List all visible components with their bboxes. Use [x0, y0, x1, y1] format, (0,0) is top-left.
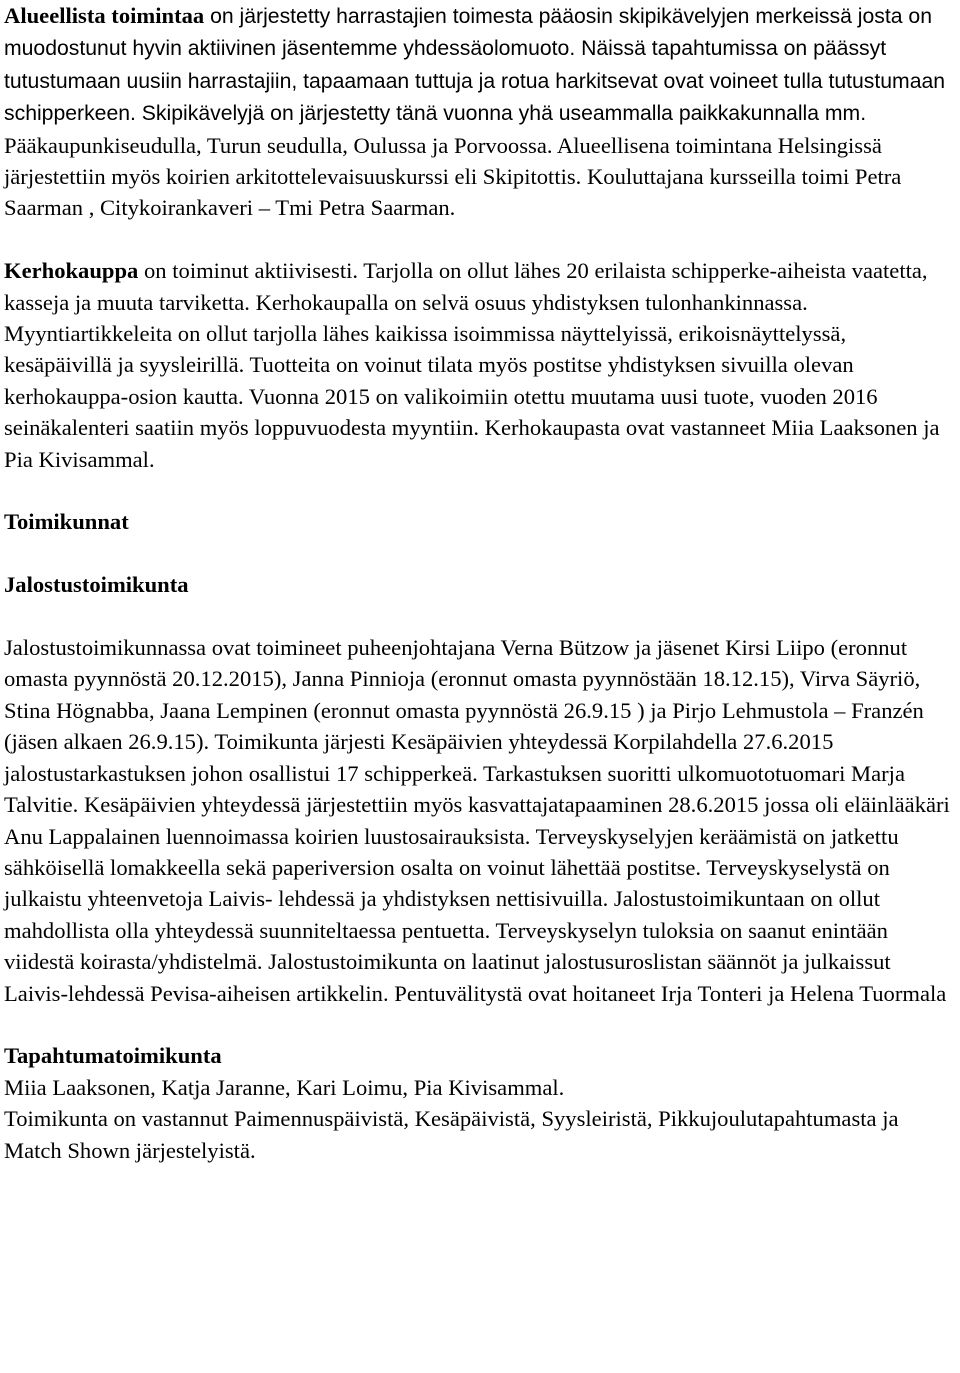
paragraph-alueellista-toimintaa	[4, 0, 952, 224]
spacer	[4, 538, 952, 569]
spacer	[4, 1009, 952, 1040]
paragraph-members: Miia Laaksonen, Katja Jaranne, Kari Loimu, Pia Kivisammal.	[4, 1074, 565, 1100]
lead-term-alueellista-toimintaa: Alueellista toimintaa	[4, 3, 205, 28]
paragraph-tapahtumat: Toimikunta on vastannut Paimennuspäivistä, Kesäpäivistä, Syysleiristä, Pikkujoulutapahtumasta ja Match Shown järjestelyistä.	[4, 1106, 899, 1163]
paragraph-kerhokauppa	[4, 255, 952, 475]
paragraph-text: on toiminut aktiivisesti. Tarjolla on ollut lähes 20 erilaista schipperke-aiheista vaatetta, kasseja ja muuta tarviketta. Kerhokaupalla on selvä osuus yhdistyksen tulonhankinnassa. Myyntiartikkeleita on ollut tarjolla lähes kaikissa isoimmissa näyttelyissä, erikoisnäyttelyssä, kesäpäivillä ja syysleirillä. Tuotteita on voinut tilata myös postitse yhdistyksen sivuilla olevan kerhokauppa-osion kautta. Vuonna 2015 on valikoimiin otettu muutama uusi tuote, vuoden 2016 seinäkalenteri saatiin myös loppuvuodesta myyntiin. Kerhokaupasta ovat vastanneet Miia Laaksonen ja Pia Kivisammal.	[4, 258, 940, 472]
paragraph-text: Pääkaupunkiseudulla, Turun seudulla, Oulussa ja Porvoossa. Alueellisena toimintana Helsingissä järjestettiin myös koirien arkitottelevaisuuskurssi eli Skipitottis. Kouluttajana kursseilla toimi Petra Saarman , Citykoirankaveri – Tmi Petra Saarman.	[4, 132, 902, 221]
lead-term-kerhokauppa: Kerhokauppa	[4, 258, 139, 284]
heading-jalostustoimikunta: Jalostustoimikunta	[4, 572, 189, 598]
heading-tapahtumatoimikunta: Tapahtumatoimikunta	[4, 1043, 222, 1069]
paragraph-jalostustoimikunta: Jalostustoimikunnassa ovat toimineet puheenjohtajana Verna Bützow ja jäsenet Kirsi Liipo (eronnut omasta pyynnöstä 20.12.2015), Janna Pinnioja (eronnut omasta pyynnöstään 18.12.15), Virva Säyriö, Stina Högnabba, Jaana Lempinen (eronnut omasta pyynnöstä 26.9.15 ) ja Pirjo Lehmustola – Franzén (jäsen alkaen 26.9.15). Toimikunta järjesti Kesäpäivien yhteydessä Korpilahdella 27.6.2015 jalostustarkastuksen johon osallistui 17 schipperkeä. Tarkastuksen suoritti ulkomuototuomari Marja Talvitie. Kesäpäivien yhteydessä järjestettiin myös kasvattajatapaaminen 28.6.2015 jossa oli eläinlääkäri Anu Lappalainen luennoimassa koirien luustosairauksista. Terveyskyselyjen keräämistä on jatkettu sähköisellä lomakkeella sekä paperiversion osalta on voinut lähettää postitse. Terveyskyselystä on julkaistu yhteenvetoja Laivis- lehdessä ja yhdistyksen nettisivuilla. Jalostustoimikuntaan on ollut mahdollista olla yhteydessä suunniteltaessa pentuetta. Terveyskyselyn tuloksia on saanut enintään viidestä koirasta/yhdistelmä. Jalostustoimikunta on laatinut jalostusuroslistan säännöt ja julkaissut Laivis-lehdessä Pevisa-aiheisen artikkelin. Pentuvälitystä ovat hoitaneet Irja Tonteri ja Helena Tuormala	[4, 635, 950, 1006]
spacer	[4, 475, 952, 506]
heading-toimikunnat: Toimikunnat	[4, 509, 129, 535]
paragraph-text: on järjestetty harrastajien toimesta pääosin skipikävelyjen merkeissä josta on muodostunut hyvin aktiivinen jäsentemme yhdessäolomuoto. Näissä tapahtumissa on päässyt tutustumaan uusiin harrastajiin, tapaamaan tuttuja ja rotua harkitsevat ovat voineet tulla tutustumaan schipperkeen. Skipikävelyjä on järjestetty tänä vuonna yhä useammalla paikkakunnalla mm.	[4, 5, 946, 126]
spacer	[4, 601, 952, 632]
spacer	[4, 224, 952, 255]
